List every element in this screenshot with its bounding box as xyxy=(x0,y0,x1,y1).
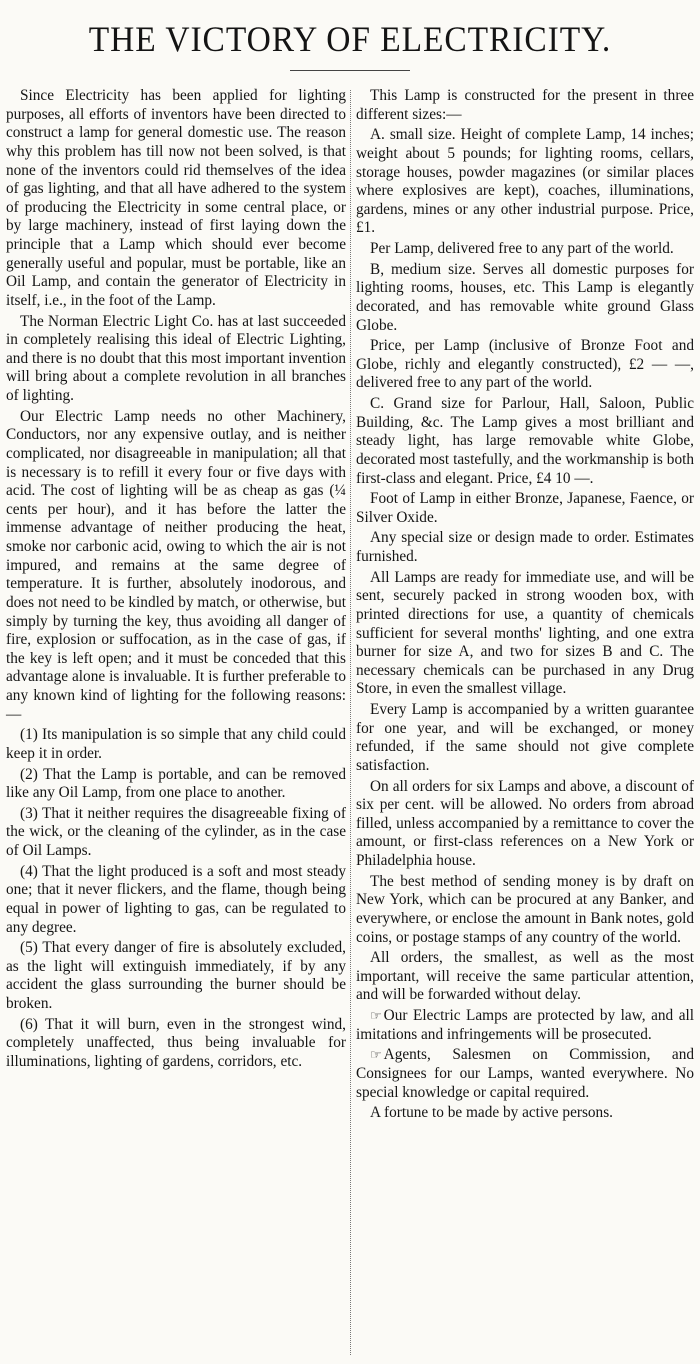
paragraph-lamp-advantages: Our Electric Lamp needs no other Machinery, Conductors, nor any expensive outlay, and is neither complicated, nor disagreeable in manipulation; all that is necessary is to refill it every four or five days with acid. The cost of lighting will be as cheap as gas (¼ cents per hour), and it has before the latter the immense advantage of neither producing the heat, smoke nor carbonic acid, owing to which the air is not impured, and remains at the same degree of temperature. It is further, absolutely inodorous, and does not need to be kindled by match, or otherwise, but simply by turning the key, thus avoiding all danger of fire, explosion or suffocation, as in the case of gas, if the key is left open; and it must be conceded that this advantage alone is invaluable. It is further preferable to any known kind of lighting for the following reasons:— xyxy=(6,407,346,723)
pointing-hand-icon: ☞ xyxy=(370,1008,382,1023)
size-a-description: A. small size. Height of complete Lamp, 14 inches; weight about 5 pounds; for lighting rooms, cellars, storage houses, powder magazines (or similar places where explosives are kept), coaches, illuminations, gardens, mines or any other industrial purpose. Price, £1. xyxy=(356,126,694,237)
reason-5: (5) That every danger of fire is absolutely excluded, as the light will extinguish immediately, if by any accident the glass surrounding the burner should be broken. xyxy=(6,939,346,1012)
paragraph-guarantee: Every Lamp is accompanied by a written guarantee for one year, and will be exchanged, or money refunded, if the same should not give complete satisfaction. xyxy=(356,701,694,774)
reason-6: (6) That it will burn, even in the strongest wind, completely unaffected, thus being invaluable for illuminations, lighting of gardens, corridors, etc. xyxy=(6,1015,346,1070)
headline-rule xyxy=(290,70,410,71)
paragraph-all-orders: All orders, the smallest, as well as the most important, will receive the same particular attention, and will be forwarded without delay. xyxy=(356,949,694,1004)
size-a-delivery: Per Lamp, delivered free to any part of the world. xyxy=(370,240,674,257)
right-column xyxy=(356,87,694,1125)
paragraph-ready-for-use: All Lamps are ready for immediate use, and will be sent, securely packed in strong wooden box, with printed directions for use, a quantity of chemicals sufficient for several months' lighting, and one extra burner for size A, and two for sizes B and C. The necessary chemicals can be purchased in any Drug Store, in even the smallest village. xyxy=(356,568,694,698)
paragraph-special-size: Any special size or design made to order. Estimates furnished. xyxy=(356,529,694,565)
headline: THE VICTORY OF ELECTRICITY. xyxy=(88,19,612,59)
paragraph-payment: The best method of sending money is by draft on New York, which can be procured at any Banker, and everywhere, or enclose the amount in Bank notes, gold coins, or postage stamps of any country of the world. xyxy=(356,872,694,946)
paragraph-protected xyxy=(356,1007,694,1044)
size-c-description: C. Grand size for Parlour, Hall, Saloon, Public Building, &c. The Lamp gives a most brilliant and steady light, has large removable white Globe, decorated most tastefully, and the workmanship is both first-class and elegant. Price, £4 10 —. xyxy=(356,395,694,487)
reason-4: (4) That the light produced is a soft and most steady one; that it never flickers, and the flame, though being equal in power of lighting to gas, can be regulated to any degree. xyxy=(6,862,346,936)
pointing-hand-icon: ☞ xyxy=(370,1047,382,1063)
paragraph-sizes-intro: This Lamp is constructed for the present in three different sizes:— xyxy=(356,87,694,123)
left-column xyxy=(6,87,346,1074)
paragraph-fortune: A fortune to be made by active persons. xyxy=(370,1104,613,1122)
reason-2: (2) That the Lamp is portable, and can be removed like any Oil Lamp, from one place to another. xyxy=(6,765,346,802)
paragraph-norman-company: The Norman Electric Light Co. has at last succeeded in completely realising this ideal of Electric Lighting, and there is no doubt that this most important invention will bring about a complete revolution in all branches of lighting. xyxy=(6,312,346,404)
paragraph-intro: Since Electricity has been applied for lighting purposes, all efforts of inventors have been directed to construct a lamp for general domestic use. The reason why this problem has till now not been solved, is that none of the inventors could rid themselves of the idea of gas lighting, and that all have adhered to the system of producing the Electricity in some central place, or by large machinery, instead of first laying down the principle that a Lamp which should ever become generally useful and popular, must be portable, like an Oil Lamp, and contain the generator of Electricity in itself, i.e., in the foot of the Lamp. xyxy=(6,87,346,309)
size-b-price: Price, per Lamp (inclusive of Bronze Foot and Globe, richly and elegantly constructed), £2 — —, delivered free to any part of the world. xyxy=(356,337,694,392)
reason-1: (1) Its manipulation is so simple that any child could keep it in order. xyxy=(6,726,346,762)
agents-text: Agents, Salesmen on Commission, and Consignees for our Lamps, wanted everywhere. No special knowledge or capital required. xyxy=(356,1046,694,1101)
paragraph-agents-wanted xyxy=(356,1046,694,1102)
paragraph-discount: On all orders for six Lamps and above, a discount of six per cent. will be allowed. No orders from abroad filled, unless accompanied by a remittance to cover the amount, or first-class references on a New York or Philadelphia house. xyxy=(356,777,694,869)
size-b-description: B, medium size. Serves all domestic purposes for lighting rooms, houses, etc. This Lamp is elegantly decorated, and has removable white ground Glass Globe. xyxy=(356,260,694,334)
column-divider xyxy=(350,90,351,1355)
protected-text: Our Electric Lamps are protected by law, and all imitations and infringements will be prosecuted. xyxy=(356,1007,694,1043)
reason-3: (3) That it neither requires the disagreeable fixing of the wick, or the cleaning of the cylinder, as in the case of Oil Lamps. xyxy=(6,804,346,859)
paragraph-lamp-foot: Foot of Lamp in either Bronze, Japanese, Faence, or Silver Oxide. xyxy=(356,490,694,526)
